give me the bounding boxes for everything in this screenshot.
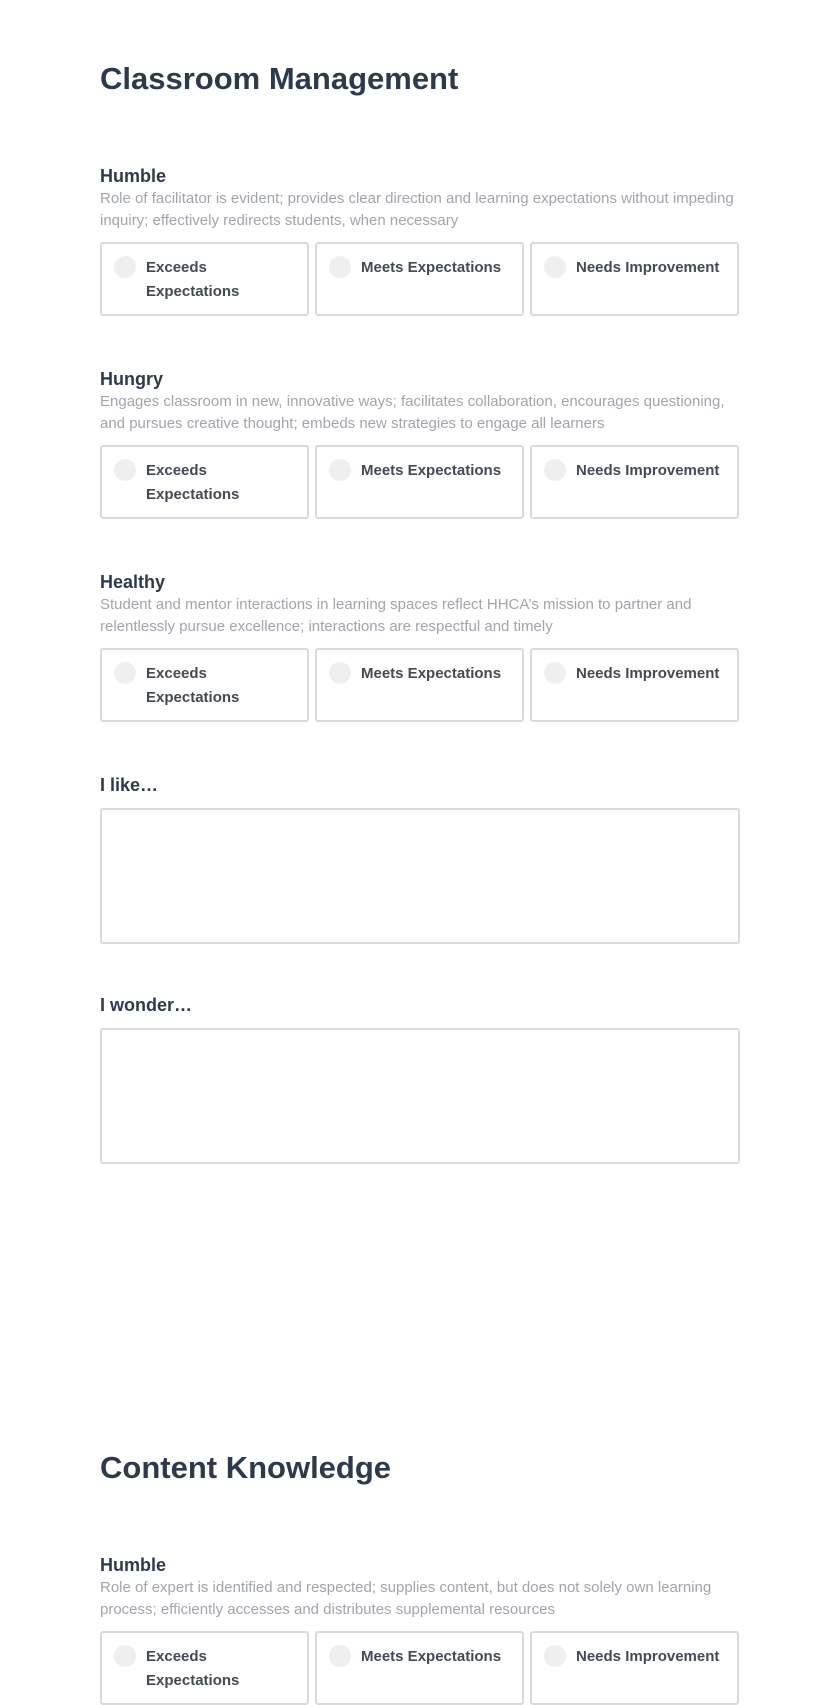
option-exceeds-expectations[interactable] <box>100 1631 309 1705</box>
question-title: Humble <box>100 166 167 186</box>
radio-button[interactable] <box>544 1645 566 1667</box>
radio-button[interactable] <box>114 1645 136 1667</box>
option-label: Exceeds Expectations <box>146 259 240 300</box>
option-meets-expectations[interactable] <box>315 445 524 519</box>
option-label: Needs Improvement <box>576 462 720 479</box>
question-description: Student and mentor interactions in learning spaces reflect HHCA’s mission to partner and relentlessly pursue excellence; interactions are respectful and timely <box>100 596 692 635</box>
question-description: Role of facilitator is evident; provides clear direction and learning expectations without impeding inquiry; effectively redirects students, when necessary <box>100 190 734 229</box>
question-title: Healthy <box>100 572 166 592</box>
question-title: Hungry <box>100 369 163 389</box>
option-label: Exceeds Expectations <box>146 665 240 706</box>
option-label: Meets Expectations <box>361 462 502 479</box>
option-label: Needs Improvement <box>576 1648 720 1665</box>
radio-button[interactable] <box>544 459 566 481</box>
option-label: Meets Expectations <box>361 1648 502 1665</box>
option-label: Meets Expectations <box>361 259 502 276</box>
question-title: I wonder… <box>100 995 193 1015</box>
rating-options <box>100 445 740 519</box>
question-i-wonder <box>100 993 740 1164</box>
option-label: Exceeds Expectations <box>146 1648 240 1689</box>
radio-button[interactable] <box>114 459 136 481</box>
radio-button[interactable] <box>329 256 351 278</box>
section-classroom-management <box>100 60 740 1015</box>
question-description: Engages classroom in new, innovative ways; facilitates collaboration, encourages questioning, and pursues creative thought; embeds new strategies to engage all learners <box>100 393 725 432</box>
option-needs-improvement[interactable] <box>530 648 739 722</box>
radio-button[interactable] <box>544 662 566 684</box>
option-needs-improvement[interactable] <box>530 445 739 519</box>
option-meets-expectations[interactable] <box>315 1631 524 1705</box>
option-meets-expectations[interactable] <box>315 242 524 316</box>
question-humble <box>100 164 740 316</box>
rating-options <box>100 1631 740 1705</box>
question-title: I like… <box>100 775 159 795</box>
question-healthy <box>100 570 740 722</box>
rating-options <box>100 242 740 316</box>
i-like-textarea[interactable] <box>100 808 740 944</box>
radio-button[interactable] <box>329 459 351 481</box>
i-wonder-textarea[interactable] <box>100 1028 740 1164</box>
section-title: Content Knowledge <box>100 1450 392 1485</box>
option-label: Exceeds Expectations <box>146 462 240 503</box>
option-label: Needs Improvement <box>576 259 720 276</box>
option-exceeds-expectations[interactable] <box>100 445 309 519</box>
option-needs-improvement[interactable] <box>530 242 739 316</box>
question-hungry <box>100 367 740 519</box>
radio-button[interactable] <box>544 256 566 278</box>
option-exceeds-expectations[interactable] <box>100 242 309 316</box>
question-description: Role of expert is identified and respected; supplies content, but does not solely own learning process; efficiently accesses and distributes supplemental resources <box>100 1579 712 1618</box>
section-content-knowledge <box>100 1449 740 1689</box>
question-humble <box>100 1553 740 1705</box>
option-label: Needs Improvement <box>576 665 720 682</box>
question-title: Humble <box>100 1555 167 1575</box>
option-needs-improvement[interactable] <box>530 1631 739 1705</box>
radio-button[interactable] <box>329 1645 351 1667</box>
radio-button[interactable] <box>329 662 351 684</box>
question-i-like <box>100 773 740 944</box>
option-exceeds-expectations[interactable] <box>100 648 309 722</box>
rating-options <box>100 648 740 722</box>
section-title: Classroom Management <box>100 61 459 96</box>
option-label: Meets Expectations <box>361 665 502 682</box>
radio-button[interactable] <box>114 662 136 684</box>
option-meets-expectations[interactable] <box>315 648 524 722</box>
radio-button[interactable] <box>114 256 136 278</box>
